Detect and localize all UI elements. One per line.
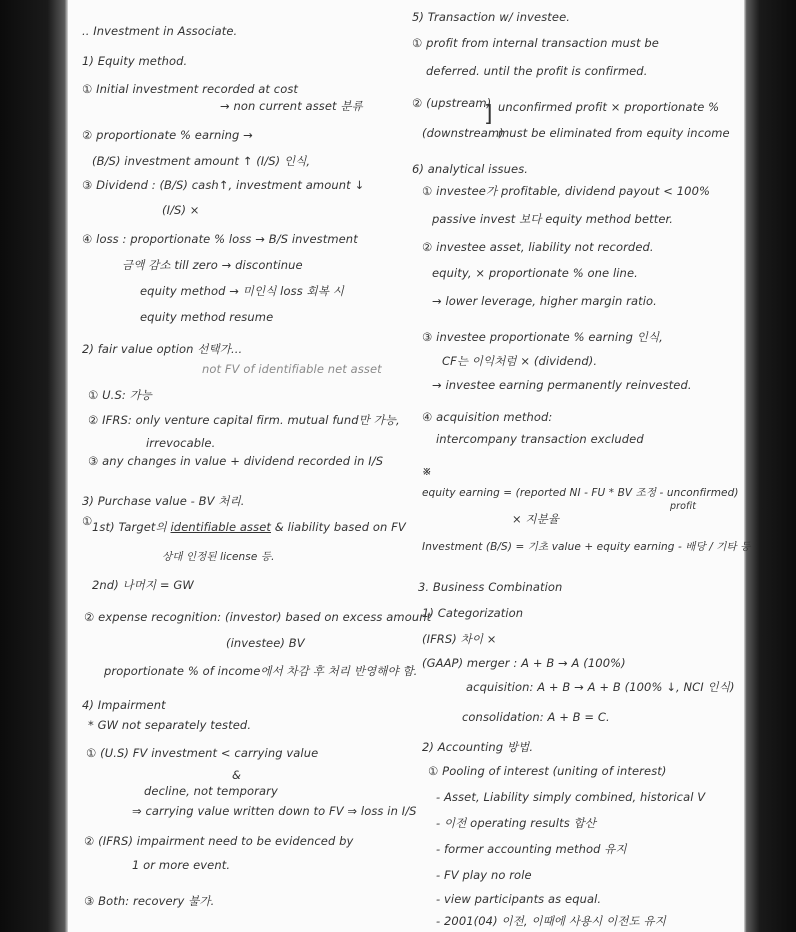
note-line: (IFRS) 차이 × (422, 632, 497, 646)
note-line: .. Investment in Associate. (82, 24, 238, 38)
note-line: not FV of identifiable net asset (202, 362, 382, 376)
page-shadow-right (744, 0, 796, 932)
note-line: 5) Transaction w/ investee. (412, 10, 571, 24)
note-line: - former accounting method 유지 (436, 842, 627, 856)
note-line: 1) Equity method. (82, 54, 188, 68)
note-line: equity method → 미인식 loss 회복 시 (140, 284, 344, 298)
note-line: 3) Purchase value - BV 처리. (82, 494, 245, 508)
page-shadow-left (0, 0, 68, 932)
note-line: → investee earning permanently reinvested. (432, 378, 692, 392)
note-line: decline, not temporary (144, 784, 278, 798)
note-line: - 2001(04) 이전, 이때에 사용시 이전도 유지 (436, 914, 666, 928)
note-line: 2) Accounting 방법. (422, 740, 534, 754)
note-line: Investment (B/S) = 기초 value + equity earning - 배당 / 기타 등 (422, 541, 751, 553)
note-line: ① (82, 514, 93, 528)
note-line: ① Pooling of interest (uniting of interest) (428, 764, 667, 778)
note-line: 4) Impairment (82, 698, 166, 712)
note-line: equity earning = (reported NI - FU * BV 조정 - unconfirmed) (422, 487, 739, 499)
note-line: ⇒ carrying value written down to FV ⇒ loss in I/S (132, 804, 417, 818)
note-line: proportionate % of income에서 차감 후 처리 반영해야 함. (104, 664, 418, 678)
note-line: - view participants as equal. (436, 892, 602, 906)
note-line: ② expense recognition: (investor) based on excess amount (84, 610, 432, 624)
note-line: ② (upstream) (412, 96, 492, 110)
note-line: ② investee asset, liability not recorded. (422, 240, 654, 254)
note-line: CF는 이익처럼 × (dividend). (442, 354, 598, 368)
note-line: ① profit from internal transaction must be (412, 36, 659, 50)
note-line: * GW not separately tested. (88, 718, 252, 732)
note-line: 상대 인정된 license 등. (162, 551, 275, 563)
note-line: equity method resume (140, 310, 274, 324)
note-line: ③ any changes in value + dividend recorded in I/S (88, 454, 384, 468)
note-line: 1) Categorization (422, 606, 524, 620)
note-line: passive invest 보다 equity method better. (432, 212, 674, 226)
note-line: equity, × proportionate % one line. (432, 266, 638, 280)
note-line: must be eliminated from equity income (498, 126, 730, 140)
note-line: ④ acquisition method: (422, 410, 553, 424)
note-line: 3. Business Combination (418, 580, 563, 594)
note-line: ④ loss : proportionate % loss → B/S investment (82, 232, 358, 246)
note-line: 2) fair value option 선택가... (82, 342, 243, 356)
note-line: (B/S) investment amount ↑ (I/S) 인식, (92, 154, 311, 168)
note-line: profit (670, 501, 697, 512)
note-line: intercompany transaction excluded (436, 432, 644, 446)
note-line: ② (IFRS) impairment need to be evidenced by (84, 834, 354, 848)
note-line: ※ (422, 464, 432, 478)
underlined-phrase: identifiable asset (170, 520, 272, 534)
note-line: irrevocable. (146, 436, 216, 450)
note-line: (downstream) (422, 126, 504, 140)
note-line: 1 or more event. (132, 858, 231, 872)
note-line: acquisition: A + B → A + B (100% ↓, NCI 인식) (466, 680, 735, 694)
note-line: ① Initial investment recorded at cost (82, 82, 299, 96)
right-column-notes (412, 0, 751, 932)
note-line: unconfirmed profit × proportionate % (498, 100, 720, 114)
note-line: × 지분율 (512, 512, 560, 526)
note-line: ③ investee proportionate % earning 인식, (422, 330, 663, 344)
note-line: → lower leverage, higher margin ratio. (432, 294, 657, 308)
note-line: 2nd) 나머지 = GW (92, 578, 194, 592)
note-line: ① investee가 profitable, dividend payout < 100% (422, 184, 711, 198)
left-column-notes (82, 0, 432, 932)
note-line: - Asset, Liability simply combined, historical V (436, 790, 706, 804)
note-line: ② proportionate % earning → (82, 128, 253, 142)
note-line: (investee) BV (226, 636, 305, 650)
note-line: ③ Both: recovery 불가. (84, 894, 215, 908)
note-line: → non current asset 분류 (220, 99, 363, 113)
note-line: - FV play no role (436, 868, 532, 882)
bracket-mark: ] (484, 102, 493, 127)
note-line: deferred. until the profit is confirmed. (426, 64, 648, 78)
note-line: 1st) Target의 identifiable asset & liability based on FV (92, 520, 406, 534)
note-line: ② IFRS: only venture capital firm. mutual fund만 가능, (88, 413, 400, 427)
note-line: (GAAP) merger : A + B → A (100%) (422, 656, 626, 670)
note-line: ① U.S: 가능 (88, 388, 152, 402)
note-line: consolidation: A + B = C. (462, 710, 610, 724)
note-line: 6) analytical issues. (412, 162, 529, 176)
note-line: - 이전 operating results 합산 (436, 816, 596, 830)
note-line: 금액 감소 till zero → discontinue (122, 258, 303, 272)
note-line: ③ Dividend : (B/S) cash↑, investment amount ↓ (82, 178, 365, 192)
note-line: (I/S) × (162, 203, 200, 217)
note-line: & (232, 768, 242, 782)
note-line: ① (U.S) FV investment < carrying value (86, 746, 319, 760)
